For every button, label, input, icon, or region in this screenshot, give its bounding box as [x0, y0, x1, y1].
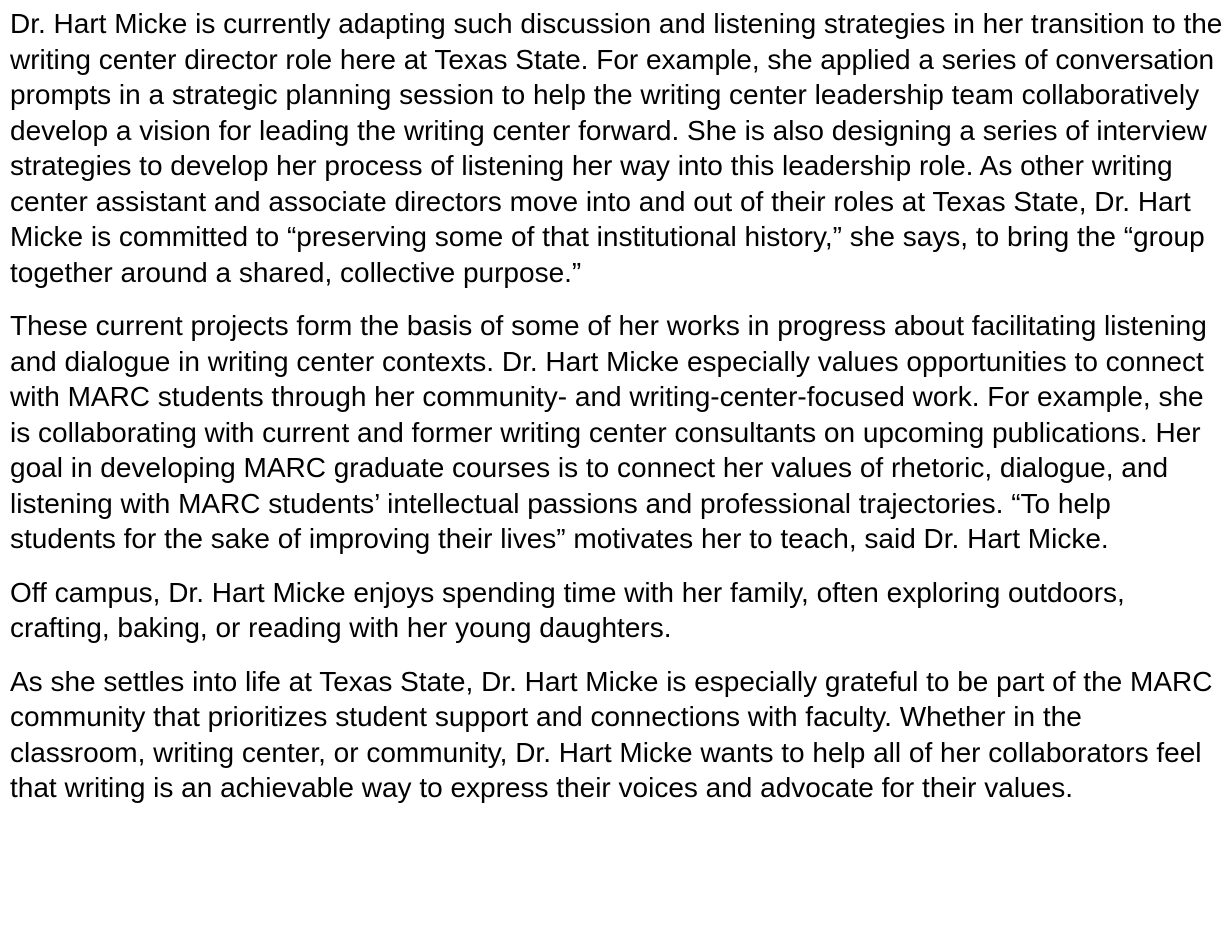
paragraph-current-projects-transition: Dr. Hart Micke is currently adapting such discussion and listening strategies in her transition to the writing center director role here at Texas State. For example, she applied a series of conversation prompts in a strategic planning session to help the writing center leadership team collaboratively develop a vision for leading the writing center forward. She is also designing a series of interview strategies to develop her process of listening her way into this leadership role. As other writing center assistant and associate directors move into and out of their roles at Texas State, Dr. Hart Micke is committed to “preserving some of that institutional history,” she says, to bring the “group together around a shared, collective purpose.”: [10, 8, 1223, 288]
paragraph-works-in-progress: These current projects form the basis of some of her works in progress about facilitating listening and dialogue in writing center contexts. Dr. Hart Micke especially values opportunities to connect with MARC students through her community- and writing-center-focused work. For example, she is collaborating with current and former writing center consultants on upcoming publications. Her goal in developing MARC graduate courses is to connect her values of rhetoric, dialogue, and listening with MARC students’ intellectual passions and professional trajectories. “To help students for the sake of improving their lives” motivates her to teach, said Dr. Hart Micke.: [10, 310, 1207, 554]
paragraph-settling-in: As she settles into life at Texas State, Dr. Hart Micke is especially grateful to be part of the MARC community that prioritizes student support and connections with faculty. Whether in the classroom, writing center, or community, Dr. Hart Micke wants to help all of her collaborators feel that writing is an achievable way to express their voices and advocate for their values.: [10, 665, 1213, 803]
paragraph-off-campus: Off campus, Dr. Hart Micke enjoys spending time with her family, often exploring outdoors, crafting, baking, or reading with her young daughters.: [10, 576, 1125, 643]
